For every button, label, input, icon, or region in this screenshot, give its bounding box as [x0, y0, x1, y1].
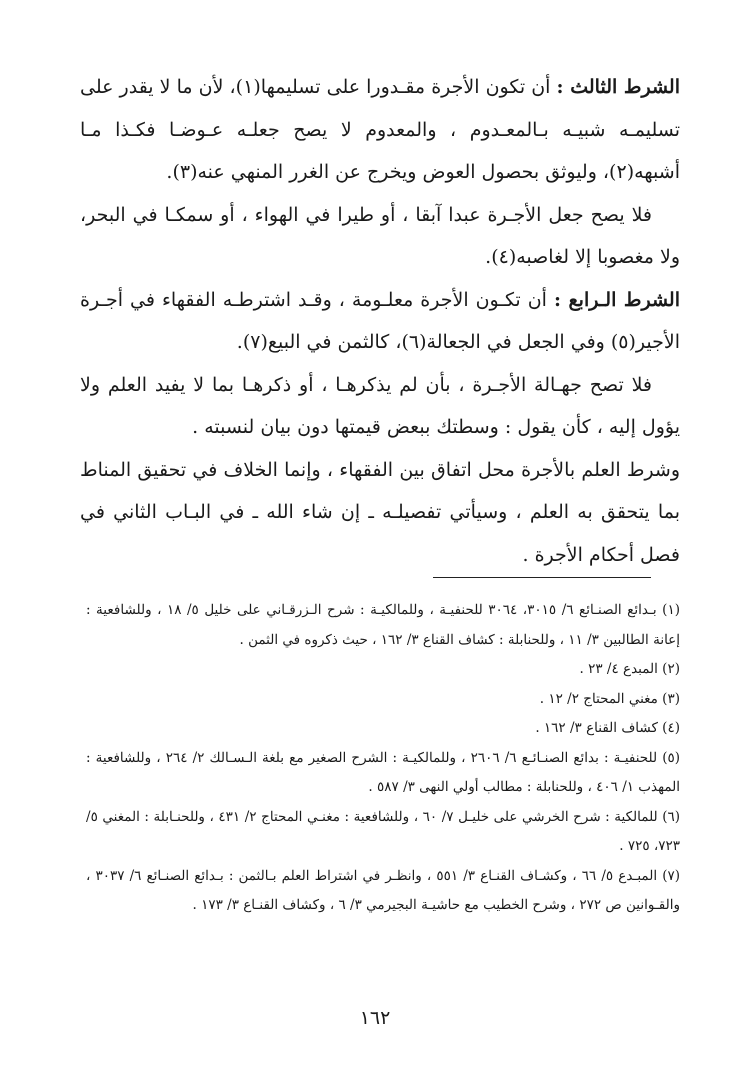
footnotes: [86, 596, 680, 921]
footnote-6: (٦) للمالكية : شرح الخرشي على خليـل ٧/ ٦٠ ، وللشافعية : مغنـي المحتاج ٢/ ٤٣١ ، وللحنـابلة : المغني ٥/ ٧٢٣، ٧٢٥ .: [86, 808, 681, 854]
footnote-2: (٢) المبدع ٤/ ٢٣ .: [579, 661, 680, 677]
footnote-7: (٧) المبـدع ٥/ ٦٦ ، وكشـاف القنـاع ٣/ ٥٥١ ، وانظـر في اشتراط العلم بـالثمن : بـدائع الصنـائع ٦/ ٣٠٣٧ ، والقـوانين ص ٢٧٢ ، وشرح الخطيب مع حاشيـة البجيرمي ٣/ ٦ ، وكشاف القنـاع ٣/ ١٧٣ .: [86, 867, 681, 913]
fourth-condition-heading: الشرط الـرابع :: [553, 288, 681, 311]
footnote-1: (١) بـدائع الصنـائع ٦/ ٣٠١٥، ٣٠٦٤ للحنفيـة ، وللمالكيـة : شرح الـزرقـاني على خليل ٥/ ١٨ ، وللشافعية : إعانة الطالبين ٣/ ١١ ، وللحنابلة : كشاف القناع ٣/ ١٦٢ ، حيث ذكروه في الثمن .: [86, 602, 680, 648]
footnote-4: (٤) كشاف القناع ٣/ ١٦٢ .: [535, 720, 680, 736]
fourth-condition-text: أن تكـون الأجرة معلـومة ، وقـد اشترطـه الفقهاء في أجـرة الأجير(٥) وفي الجعل في الجعالة(٦)، كالثمن في البيع(٧).: [80, 288, 680, 353]
third-condition-text: أن تكون الأجرة مقـدورا على تسليمها(١)، لأن ما لا يقدر على تسليمـه شبيـه بـالمعـدوم ، والمعدوم لا يصح جعلـه عـوضـا فكـذا مـا أشبهه(٢)، وليوثق بحصول العوض ويخرج عن الغرر المنهي عنه(٣).: [80, 76, 680, 183]
page-number: ١٦٢: [359, 1007, 391, 1029]
paragraph-knowledge-condition: وشرط العلم بالأجرة محل اتفاق بين الفقهاء ، وإنما الخلاف في تحقيق المناط بما يتحقق به العلم ، وسيأتي تفصيلـه ـ إن شاء الله ـ في البـاب الثاني في فصل أحكام الأجرة .: [80, 458, 680, 566]
footnote-5: (٥) للحنفيـة : بدائع الصنـائـع ٦/ ٢٦٠٦ ، وللمالكيـة : الشرح الصغير مع بلغة الـسـالك ٢/ ٢٦٤ ، وللشافعية : المهذب ١/ ٤٠٦ ، وللحنابلة : مطالب أولي النهى ٣/ ٥٨٧ .: [86, 749, 681, 795]
paragraph-invalid-wages: فلا يصح جعل الأجـرة عبدا آبقا ، أو طيرا في الهواء ، أو سمكـا في البحر، ولا مغصوبا إلا لغاصبه(٤).: [80, 203, 680, 268]
third-condition-heading: الشرط الثالث :: [556, 76, 680, 98]
main-text: [80, 66, 680, 576]
paragraph-fourth-condition: [80, 279, 680, 364]
footnote-3: (٣) مغني المحتاج ٢/ ١٢ .: [539, 690, 680, 707]
paragraph-third-condition: [80, 66, 680, 194]
paragraph-unknown-wage: فلا تصح جهـالة الأجـرة ، بأن لم يذكرهـا ، أو ذكرهـا بما لا يفيد العلم ولا يؤول إليه ، كأن يقول : وسطتك ببعض قيمتها دون بيان لنسبته .: [80, 373, 680, 438]
footnote-separator: [433, 577, 651, 578]
